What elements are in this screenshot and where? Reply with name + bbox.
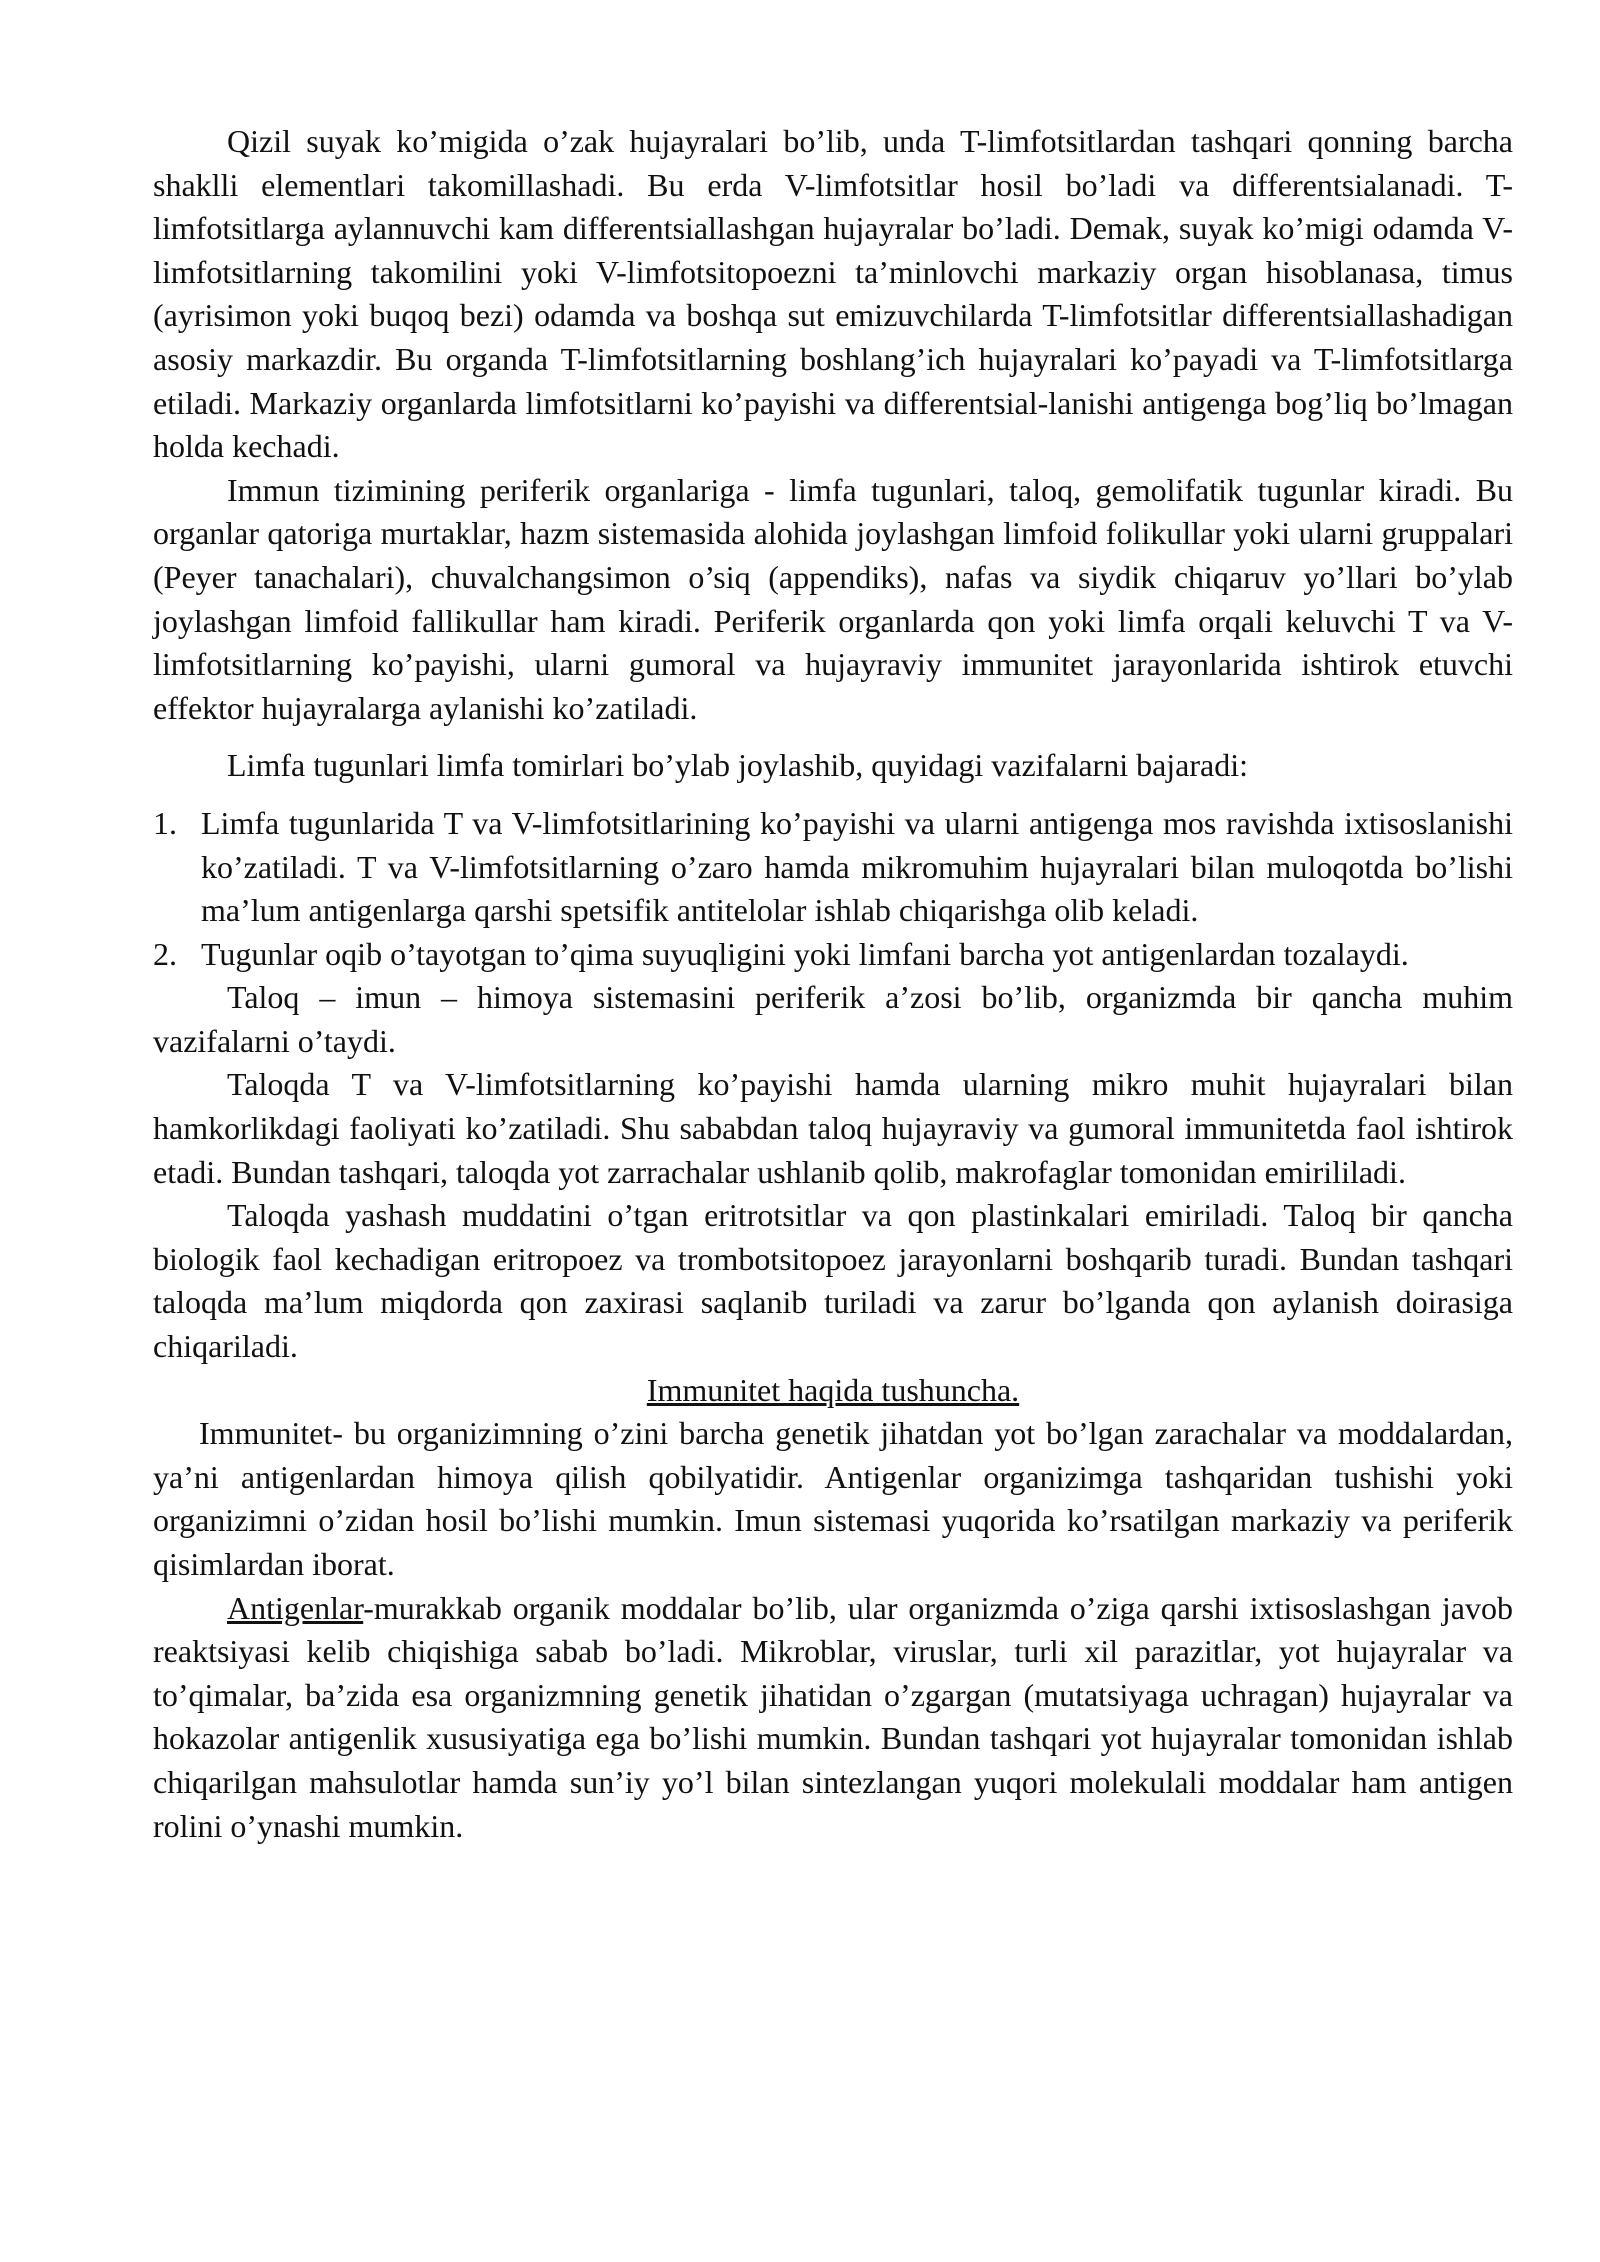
list-item-text: Tugunlar oqib o’tayotgan to’qima suyuqligini yoki limfani barcha yot antigenlardan tozalaydi.: [201, 935, 1409, 972]
lymph-node-functions-list: [153, 802, 1513, 976]
list-item-number: 2.: [153, 935, 177, 972]
paragraph-antigens: [153, 1587, 1513, 1849]
section-heading: Immunitet haqida tushuncha.: [646, 1371, 1020, 1408]
antigens-definition-text: -murakkab organik moddalar bo’lib, ular organizmda o’ziga qarshi ixtisoslashgan javob reaktsiyasi kelib chiqishiga sabab bo’ladi. Mikroblar, viruslar, turli xil parazitlar, yot hujayralar va to’qimalar, ba’zida esa organizmning genetik jihatidan o’zgargan (mutatsiyaga uchragan) hujayralar va hokazolar antigenlik xususiyatiga ega bo’lishi mumkin. Bundan tashqari yot hujayralar tomonidan ishlab chiqarilgan mahsulotlar hamda sun’iy yo’l bilan sintezlangan yuqori molekulali moddalar ham antigen rolini o’ynashi mumkin.: [153, 1589, 1513, 1844]
term-antigens: Antigenlar: [227, 1589, 364, 1626]
paragraph-immunity-definition: Immunitet- bu organizimning o’zini barcha genetik jihatdan yot bo’lgan zarachalar va moddalardan, ya’ni antigenlardan himoya qilish qobilyatidir. Antigenlar organizimga tashqaridan tushishi yoki organizimni o’zidan hosil bo’lishi mumkin. Imun sistemasi yuqorida ko’rsatilgan markaziy va periferik qisimlardan iborat.: [153, 1415, 1513, 1582]
list-item-text: Limfa tugunlarida T va V-limfotsitlarining ko’payishi va ularni antigenga mos ravishda ixtisoslanishi ko’zatiladi. T va V-limfotsitlarning o’zaro hamda mikromuhim hujayralari bilan muloqotda bo’lishi ma’lum antigenlarga qarshi spetsifik antitelolar ishlab chiqarishga olib keladi.: [201, 804, 1513, 929]
document-page: [153, 120, 1513, 1848]
paragraph-bone-marrow: Qizil suyak ko’migida o’zak hujayralari bo’lib, unda T-limfotsitlardan tashqari qonning barcha shaklli elementlari takomillashadi. Bu erda V-limfotsitlar hosil bo’ladi va differentsialanadi. T-limfotsitlarga aylannuvchi kam differentsiallashgan hujayralar bo’ladi. Demak, suyak ko’migi odamda V-limfotsitlarning takomilini yoki V-limfotsitopoezni ta’minlovchi markaziy organ hisoblanasa, timus (ayrisimon yoki buqoq bezi) odamda va boshqa sut emizuvchilarda T-limfotsitlar differentsiallashadigan asosiy markazdir. Bu organda T-limfotsitlarning boshlang’ich hujayralari ko’payadi va T-limfotsitlarga etiladi. Markaziy organlarda limfotsitlarni ko’payishi va differentsial-lanishi antigenga bog’liq bo’lmagan holda kechadi.: [153, 123, 1513, 465]
list-item: [153, 802, 1513, 933]
paragraph-spleen-lymphocytes: Taloqda T va V-limfotsitlarning ko’payishi hamda ularning mikro muhit hujayralari bilan hamkorlikdagi faoliyati ko’zatiladi. Shu sababdan taloq hujayraviy va gumoral immunitetda faol ishtirok etadi. Bundan tashqari, taloqda yot zarrachalar ushlanib qolib, makrofaglar tomonidan emirililadi.: [153, 1066, 1513, 1190]
list-item-number: 1.: [153, 804, 177, 841]
paragraph-spleen-intro: Taloq – imun – himoya sistemasini periferik a’zosi bo’lib, organizmda bir qancha muhim vazifalarni o’taydi.: [153, 979, 1513, 1059]
paragraph-peripheral-organs: Immun tizimining periferik organlariga - limfa tugunlari, taloq, gemolifatik tugunlar kiradi. Bu organlar qatoriga murtaklar, hazm sistemasida alohida joylashgan limfoid folikullar yoki ularni gruppalari (Peyer tanachalari), chuvalchangsimon o’siq (appendiks), nafas va siydik chiqaruv yo’llari bo’ylab joylashgan limfoid fallikullar ham kiradi. Periferik organlarda qon yoki limfa orqali keluvchi T va V-limfotsitlarning ko’payishi, ularni gumoral va hujayraviy immunitet jarayonlarida ishtirok etuvchi effektor hujayralarga aylanishi ko’zatiladi.: [153, 471, 1513, 726]
paragraph-lymph-nodes-intro: Limfa tugunlari limfa tomirlari bo’ylab joylashib, quyidagi vazifalarni bajaradi:: [227, 747, 1249, 784]
list-item: [153, 933, 1513, 977]
paragraph-spleen-erythrocytes: Taloqda yashash muddatini o’tgan eritrotsitlar va qon plastinkalari emiriladi. Taloq bir qancha biologik faol kechadigan eritropoez va trombotsitopoez jarayonlarni boshqarib turadi. Bundan tashqari taloqda ma’lum miqdorda qon zaxirasi saqlanib turiladi va zarur bo’lganda qon aylanish doirasiga chiqariladi.: [153, 1197, 1513, 1365]
